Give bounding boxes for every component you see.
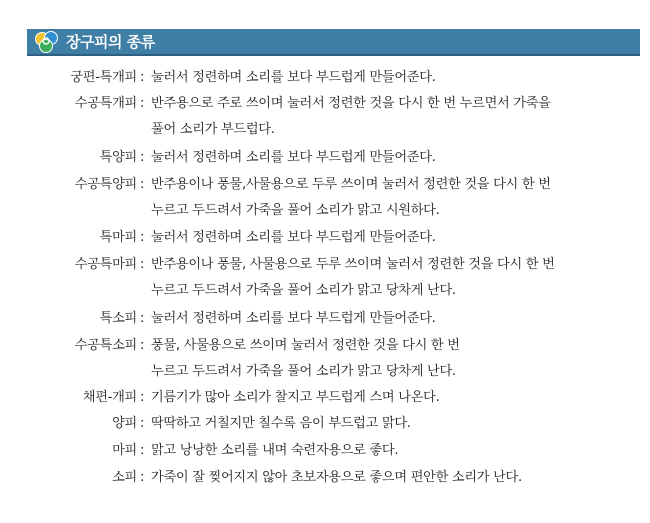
entry-colon: :	[140, 70, 145, 85]
entry-description-line: 누르고 두드려서 가죽을 풀어 소리가 맑고 시원하다.	[151, 203, 440, 218]
swirl-logo-icon	[34, 30, 60, 54]
entry-description-line: 반주용이나 풍물,사물용으로 두루 쓰이며 눌러서 정련한 것을 다시 한 번	[151, 177, 551, 192]
entry-colon: :	[140, 416, 145, 431]
entry-colon: :	[140, 390, 145, 405]
entry-description-line: 누르고 두드려서 가죽을 풀어 소리가 맑고 당차게 난다.	[151, 283, 456, 298]
entry-description-line: 맑고 낭낭한 소리를 내며 숙련자용으로 좋다.	[151, 443, 399, 458]
entry-term: 수공특소피	[74, 338, 137, 353]
entry-description-line: 반주용으로 주로 쓰이며 눌러서 정련한 것을 다시 한 번 누르면서 가죽을	[151, 96, 551, 111]
section-title: 장구피의 종류	[66, 33, 155, 51]
section-header	[27, 29, 640, 56]
entry-term: 수공특개피	[74, 96, 137, 111]
entry-description-line: 기름기가 많아 소리가 찰지고 부드럽게 스며 나온다.	[151, 390, 440, 405]
entry-description-line: 가죽이 잘 찢어지지 않아 초보자용으로 좋으며 편안한 소리가 난다.	[151, 470, 522, 485]
entry-term: 궁편-특개피	[70, 70, 137, 85]
entry-description-line: 눌러서 정련하며 소리를 보다 부드럽게 만들어준다.	[151, 311, 436, 326]
entry-colon: :	[140, 338, 145, 353]
entry-description-line: 풀어 소리가 부드럽다.	[151, 122, 275, 137]
entry-description-line: 반주용이나 풍물, 사물용으로 두루 쓰이며 눌러서 정련한 것을 다시 한 번	[151, 257, 555, 272]
entry-colon: :	[140, 443, 145, 458]
entry-colon: :	[140, 96, 145, 111]
entry-description-line: 눌러서 정련하며 소리를 보다 부드럽게 만들어준다.	[151, 70, 436, 85]
entry-term: 특양피	[99, 150, 137, 165]
entry-term: 특소피	[99, 311, 137, 326]
entry-term: 양피	[112, 416, 137, 431]
entry-description-line: 눌러서 정련하며 소리를 보다 부드럽게 만들어준다.	[151, 230, 436, 245]
entry-colon: :	[140, 150, 145, 165]
entry-colon: :	[140, 177, 145, 192]
entry-description-line: 딱딱하고 거칠지만 칠수록 음이 부드럽고 맑다.	[151, 416, 411, 431]
entry-colon: :	[140, 311, 145, 326]
entry-colon: :	[140, 470, 145, 485]
entry-colon: :	[140, 257, 145, 272]
entry-description-line: 누르고 두드려서 가죽을 풀어 소리가 맑고 당차게 난다.	[151, 364, 456, 379]
entry-term: 수공특양피	[74, 177, 137, 192]
entry-description-line: 눌러서 정련하며 소리를 보다 부드럽게 만들어준다.	[151, 150, 436, 165]
entry-colon: :	[140, 230, 145, 245]
entry-term: 마피	[112, 443, 137, 458]
entry-description-line: 풍물, 사물용으로 쓰이며 눌러서 정련한 것을 다시 한 번	[151, 338, 460, 353]
entry-term: 특마피	[99, 230, 137, 245]
entry-term: 채편-개피	[82, 390, 137, 405]
entry-term: 소피	[112, 470, 137, 485]
entry-term: 수공특마피	[74, 257, 137, 272]
